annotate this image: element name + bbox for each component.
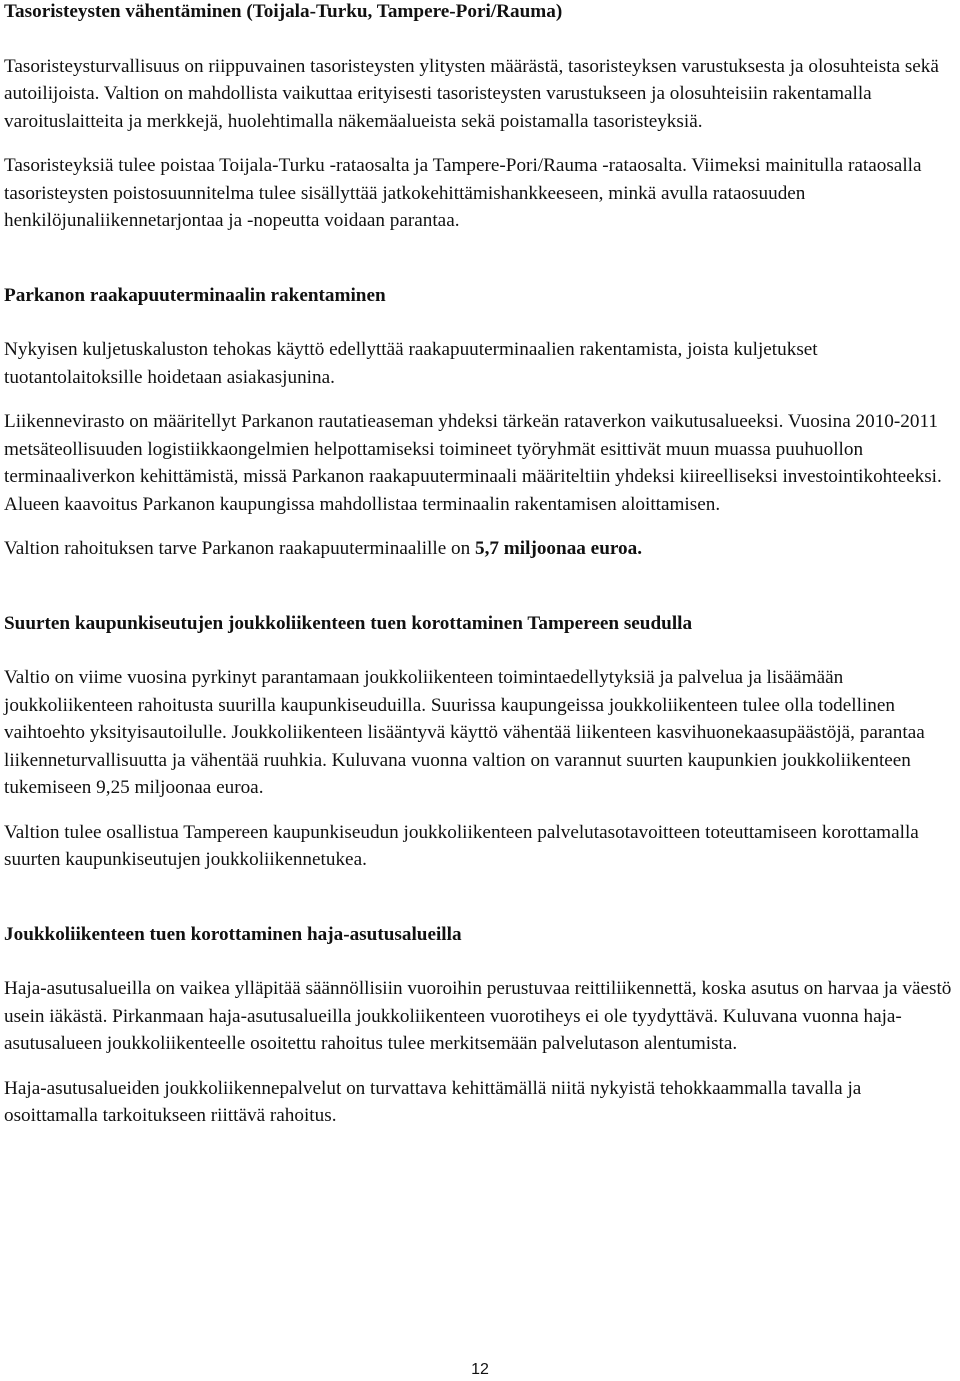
paragraph: Tasoristeysturvallisuus on riippuvainen tasoristeysten ylitysten määrästä, tasoristeyksen varustuksesta ja olosuhteista sekä autoilijoista. Valtion on mahdollista vaikuttaa erityisesti tasoristeysten varustukseen ja olosuhteisiin rakentamalla varoituslaitteita ja merkkejä, huolehtimalla näkemäalueista sekä poistamalla tasoristeyksiä.	[4, 55, 939, 132]
section-rural-public-transport	[4, 921, 956, 1130]
paragraph: Tasoristeyksiä tulee poistaa Toijala-Turku -rataosalta ja Tampere-Pori/Rauma -rataosalta. Viimeksi mainitulla rataosalla tasoristeysten poistosuunnitelma tulee sisällyttää jatkokehittämishankkeeseen, minkä avulla rataosuuden henkilöjunaliikennetarjontaa ja -nopeutta voidaan parantaa.	[4, 155, 922, 231]
section-heading: Joukkoliikenteen tuen korottaminen haja-asutusalueilla	[4, 923, 462, 945]
funding-text: Valtion rahoituksen tarve Parkanon raakapuuterminaalille on	[4, 538, 476, 559]
section-tasoristeykset	[4, 0, 956, 235]
paragraph: Nykyisen kuljetuskaluston tehokas käyttö edellyttää raakapuuterminaalien rakentamista, joista kuljetukset tuotantolaitoksille hoidetaan asiakasjunina.	[4, 339, 818, 388]
section-heading: Suurten kaupunkiseutujen joukkoliikenteen tuen korottaminen Tampereen seudulla	[4, 612, 693, 634]
section-heading: Parkanon raakapuuterminaalin rakentaminen	[4, 284, 386, 306]
paragraph: Valtion tulee osallistua Tampereen kaupunkiseudun joukkoliikenteen palvelutasotavoitteen toteuttamiseen korottamalla suurten kaupunkiseutujen joukkoliikennetukea.	[4, 821, 919, 870]
paragraph: Valtio on viime vuosina pyrkinyt parantamaan joukkoliikenteen toimintaedellytyksiä ja palvelua ja lisäämään joukkoliikenteen rahoitusta suurilla kaupunkiseuduilla. Suurissa kaupungeissa joukkoliikenteen tulee olla todellinen vaihtoehto yksityisautoilulle. Joukkoliikenteen lisääntyvä käyttö vähentää liikenteen kasvihuonekaasupäästöjä, parantaa liikenneturvallisuutta ja vähentää ruuhkia. Kuluvana vuonna valtion on varannut suurten kaupunkien joukkoliikenteen tukemiseen 9,25 miljoonaa euroa.	[4, 667, 925, 798]
paragraph: Haja-asutusalueiden joukkoliikennepalvelut on turvattava kehittämällä niitä nykyistä tehokkaammalla tavalla ja osoittamalla tarkoitukseen riittävä rahoitus.	[4, 1077, 862, 1126]
paragraph: Liikennevirasto on määritellyt Parkanon rautatieaseman yhdeksi tärkeän rataverkon vaikutusalueeksi. Vuosina 2010-2011 metsäteollisuuden logistiikkaongelmien helpottamiseksi toimineet työryhmät esittivät muun muassa puuhuollon terminaaliverkon kehittämistä, missä Parkanon raakapuuterminaali määriteltiin yhdeksi kiireelliseksi investointikohteeksi. Alueen kaavoitus Parkanon kaupungissa mahdollistaa terminaalin rakentamisen aloittamisen.	[4, 411, 942, 515]
section-tampere-public-transport	[4, 610, 956, 874]
document-page	[4, 0, 956, 1130]
section-parkano-terminal	[4, 282, 956, 563]
funding-paragraph	[4, 535, 956, 563]
section-heading: Tasoristeysten vähentäminen (Toijala-Turku, Tampere-Pori/Rauma)	[4, 1, 563, 22]
page-number: 12	[471, 1361, 489, 1378]
paragraph: Haja-asutusalueilla on vaikea ylläpitää säännöllisiin vuoroihin perustuvaa reittiliikennettä, koska asutus on harvaa ja väestö usein iäkästä. Pirkanmaan haja-asutusalueilla joukkoliikenteen vuorotiheys ei ole tyydyttävä. Kuluvana vuonna haja-asutusalueen joukkoliikenteelle osoitettu rahoitus tulee merkitsemään palvelutason alentumista.	[4, 978, 952, 1054]
funding-amount: 5,7 miljoonaa euroa.	[475, 538, 643, 559]
